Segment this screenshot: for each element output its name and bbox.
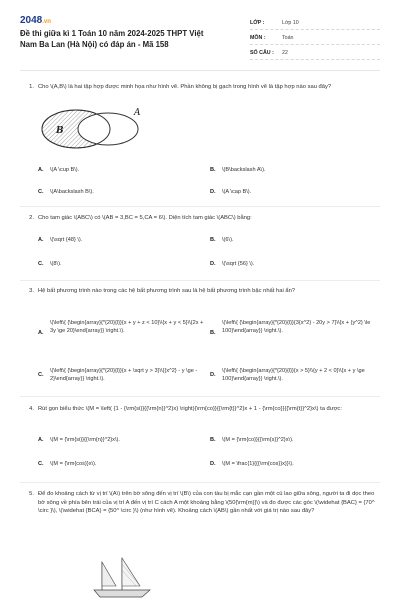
meta-count xyxy=(250,46,380,60)
meta-value: 22 xyxy=(282,49,288,56)
question-2 xyxy=(20,214,380,274)
question-number: 2. xyxy=(29,215,34,221)
exam-title: Đề thi giữa kì 1 Toán 10 năm 2024-2025 THPT Việt Nam Ba Lan (Hà Nội) có đáp án - Mã 158 xyxy=(20,29,204,49)
option-text: \(M = {\rm{co}}{{\rm{s}}^2}x\). xyxy=(222,437,294,443)
logo-suffix: .vn xyxy=(42,19,51,25)
label-b: B xyxy=(56,126,64,136)
option-text: \(M = \frac{1}{{{\rm{cos}}x}}\). xyxy=(222,461,294,467)
option-text: \(B\backslash A\). xyxy=(222,167,266,173)
option-text: \(A \cap B\). xyxy=(222,189,252,195)
option-text: \(A\backslash B\). xyxy=(50,189,94,195)
question-5 xyxy=(20,490,380,600)
question-text: Để đo khoảng cách từ vị trí \(A\) trên bờ sông đến vị trí \(B\) của con tàu bị mắc cạn gần một cù lao giữa sông, người ta đi dọc theo bờ sông về phía bên trái của vị trí A đến vị trí C cách A một khoảng bằng \(50{\rm{m}}\) và đo được các góc \(\widehat {BAC} = {70^ \circ }\), \(\widehat {BCA} = {50^ \circ }\) (như hình vẽ). Khoảng cách \(AB\) gần nhất với giá trị nào sau đây? xyxy=(38,491,375,514)
exam-meta xyxy=(250,16,380,61)
option-text: \(\sqrt {56} \). xyxy=(222,261,255,267)
option-text: \(8\). xyxy=(50,261,62,267)
option-label: B. xyxy=(210,167,216,173)
option-text: \(6\). xyxy=(222,237,234,243)
option-label: C. xyxy=(38,261,44,267)
option-label: C. xyxy=(38,189,44,195)
option-label: D. xyxy=(210,372,216,378)
question-number: 5. xyxy=(29,491,34,497)
option-label: D. xyxy=(210,189,216,195)
question-text: Hệ bất phương trình nào trong các hệ bất phương trình sau là hệ bất phương trình bậc nhất hai ẩn? xyxy=(38,288,296,294)
option-text: \(\left\{ {\begin{array}{*{20}{l}}{3{x^2} - 20y > 7}\\{x + {y^2} \le 100}\end{array}} \right.\). xyxy=(222,320,371,334)
option-label: A. xyxy=(38,167,44,173)
option-label: D. xyxy=(210,461,216,467)
option-label: C. xyxy=(38,372,44,378)
question-divider xyxy=(20,206,380,207)
venn-diagram-figure xyxy=(38,103,148,153)
option-text: \(M = {\rm{si}}{{\rm{n}}^2}x\). xyxy=(50,437,120,443)
option-label: A. xyxy=(38,437,44,443)
meta-key: MÔN : xyxy=(250,34,266,41)
option-label: B. xyxy=(210,437,216,443)
option-text: \(M = {\rm{cos}}x\). xyxy=(50,461,97,467)
question-text: Cho \(A,B\) là hai tập hợp được minh họa như hình vẽ. Phần không bị gạch trong hình vẽ là tập hợp nào sau đây? xyxy=(38,84,332,90)
option-text: \(\left\{ {\begin{array}{*{20}{l}}{x > 5}\\{y + 2 < 0}\\{x + y \ge 100}\end{array}} \right.\). xyxy=(222,368,365,382)
option-text: \(A \cup B\). xyxy=(50,167,80,173)
option-text: \(\left\{ {\begin{array}{*{20}{l}}{x + y + z < 10}\\{x + y < 5}\\{2x + 3y \ge 20}\end{array}} \right.\). xyxy=(50,320,204,334)
option-label: B. xyxy=(210,237,216,243)
option-text: \(\sqrt {48} \). xyxy=(50,237,83,243)
question-divider xyxy=(20,482,380,483)
question-number: 1. xyxy=(29,84,34,90)
meta-key: LỚP : xyxy=(250,19,265,26)
option-label: B. xyxy=(210,330,216,336)
meta-value: Toán xyxy=(282,34,294,41)
option-label: D. xyxy=(210,261,216,267)
option-label: A. xyxy=(38,330,44,336)
question-1 xyxy=(20,83,380,193)
question-4 xyxy=(20,405,380,477)
question-number: 4. xyxy=(29,406,34,412)
meta-class xyxy=(250,16,380,30)
question-divider xyxy=(20,396,380,397)
header-divider xyxy=(20,70,380,71)
option-label: C. xyxy=(38,461,44,467)
option-text: \(\left\{ {\begin{array}{*{20}{l}}{x + \sqrt y > 3}\\{{x^2} - y \ge - 2}\end{array}} \right.\). xyxy=(50,368,198,382)
meta-value: Lớp 10 xyxy=(282,19,299,26)
boat-illustration xyxy=(92,556,162,600)
logo-main: 2048 xyxy=(20,15,43,26)
meta-subject xyxy=(250,31,380,45)
question-divider xyxy=(20,280,380,281)
site-logo[interactable] xyxy=(20,15,51,26)
question-text: Cho tam giác \(ABC\) có \(AB = 3,BC = 5,CA = 6\). Diện tích tam giác \(ABC\) bằng: xyxy=(38,215,252,221)
option-label: A. xyxy=(38,237,44,243)
set-a-ellipse xyxy=(78,113,138,145)
meta-key: SỐ CÂU : xyxy=(250,49,274,56)
label-a: A xyxy=(134,108,141,118)
question-3 xyxy=(20,287,380,399)
question-text: Rút gọn biểu thức \(M = \left( {1 - {\rm{si}}{{\rm{n}}^2}x} \right){\rm{co}}{{\rm{t}}^2}x + 1 - {\rm{co}}{{\rm{t}}^2}x\) ta được: xyxy=(38,406,342,412)
question-number: 3. xyxy=(29,288,34,294)
